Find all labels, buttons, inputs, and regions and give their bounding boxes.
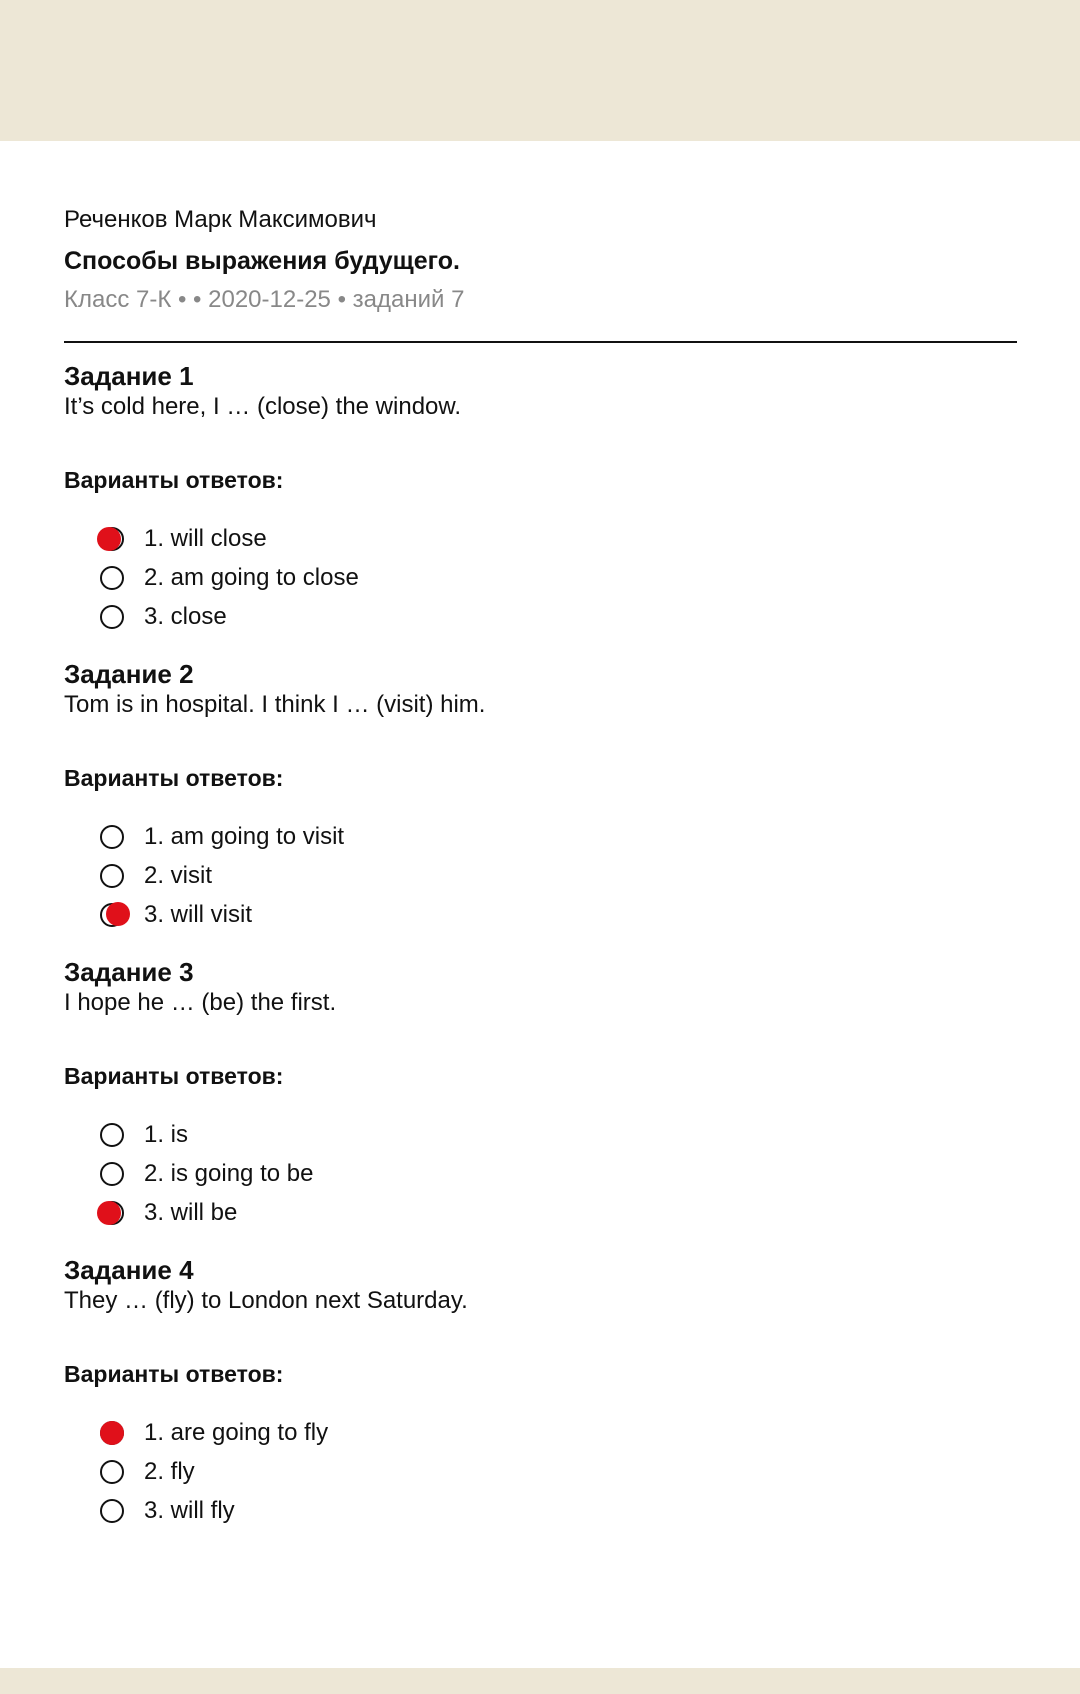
worksheet-content bbox=[64, 205, 1017, 1553]
radio-circle-icon[interactable] bbox=[100, 825, 124, 849]
option-label: 3. close bbox=[144, 602, 227, 630]
answer-option[interactable] bbox=[100, 1193, 1017, 1232]
option-label: 3. will be bbox=[144, 1198, 238, 1226]
radio-circle-icon[interactable] bbox=[100, 864, 124, 888]
task-heading: Задание 2 bbox=[64, 659, 194, 689]
answer-option[interactable] bbox=[100, 817, 1017, 856]
header-divider bbox=[64, 341, 1017, 343]
answers-label: Варианты ответов: bbox=[64, 1361, 284, 1387]
answer-options bbox=[64, 1115, 1017, 1232]
option-label: 2. fly bbox=[144, 1457, 195, 1485]
student-name: Реченков Марк Максимович bbox=[64, 206, 377, 233]
task-2 bbox=[64, 659, 1017, 934]
answer-option[interactable] bbox=[100, 519, 1017, 558]
radio-circle-icon[interactable] bbox=[100, 1123, 124, 1147]
radio-circle-icon[interactable] bbox=[100, 1201, 124, 1225]
answers-label: Варианты ответов: bbox=[64, 765, 284, 791]
task-question: They … (fly) to London next Saturday. bbox=[64, 1287, 468, 1314]
task-heading: Задание 3 bbox=[64, 957, 194, 987]
answers-label: Варианты ответов: bbox=[64, 1063, 284, 1089]
option-label: 3. will fly bbox=[144, 1496, 235, 1524]
task-heading: Задание 1 bbox=[64, 361, 194, 391]
red-mark-icon bbox=[97, 1201, 121, 1225]
test-meta: Класс 7-К • • 2020-12-25 • заданий 7 bbox=[64, 286, 465, 313]
answers-label: Варианты ответов: bbox=[64, 467, 284, 493]
test-title: Способы выражения будущего. bbox=[64, 247, 460, 275]
task-question: Tom is in hospital. I think I … (visit) him. bbox=[64, 691, 486, 718]
task-1 bbox=[64, 361, 1017, 636]
task-3 bbox=[64, 957, 1017, 1232]
answer-options bbox=[64, 1413, 1017, 1530]
radio-circle-icon[interactable] bbox=[100, 605, 124, 629]
task-4 bbox=[64, 1255, 1017, 1530]
radio-circle-icon[interactable] bbox=[100, 566, 124, 590]
radio-circle-icon[interactable] bbox=[100, 527, 124, 551]
radio-circle-icon[interactable] bbox=[100, 1421, 124, 1445]
answer-option[interactable] bbox=[100, 1115, 1017, 1154]
task-question: It’s cold here, I … (close) the window. bbox=[64, 393, 462, 420]
answer-option[interactable] bbox=[100, 1154, 1017, 1193]
radio-circle-icon[interactable] bbox=[100, 1162, 124, 1186]
answer-option[interactable] bbox=[100, 597, 1017, 636]
radio-circle-icon[interactable] bbox=[100, 1499, 124, 1523]
radio-circle-icon[interactable] bbox=[100, 903, 124, 927]
red-mark-icon bbox=[97, 527, 121, 551]
answer-option[interactable] bbox=[100, 895, 1017, 934]
answer-options bbox=[64, 817, 1017, 934]
task-question: I hope he … (be) the first. bbox=[64, 989, 337, 1016]
footer-band bbox=[0, 1668, 1080, 1694]
option-label: 1. is bbox=[144, 1120, 189, 1148]
option-label: 2. am going to close bbox=[144, 563, 359, 591]
option-label: 1. am going to visit bbox=[144, 822, 345, 850]
red-mark-icon bbox=[100, 1421, 124, 1445]
option-label: 1. will close bbox=[144, 524, 267, 552]
worksheet-page bbox=[0, 141, 1080, 1668]
answer-option[interactable] bbox=[100, 1452, 1017, 1491]
answer-option[interactable] bbox=[100, 1413, 1017, 1452]
answer-option[interactable] bbox=[100, 558, 1017, 597]
option-label: 2. visit bbox=[144, 861, 213, 889]
answer-option[interactable] bbox=[100, 1491, 1017, 1530]
option-label: 2. is going to be bbox=[144, 1159, 314, 1187]
task-heading: Задание 4 bbox=[64, 1255, 194, 1285]
option-label: 3. will visit bbox=[144, 900, 253, 928]
red-mark-icon bbox=[106, 902, 130, 926]
radio-circle-icon[interactable] bbox=[100, 1460, 124, 1484]
answer-options bbox=[64, 519, 1017, 636]
answer-option[interactable] bbox=[100, 856, 1017, 895]
option-label: 1. are going to fly bbox=[144, 1418, 329, 1446]
